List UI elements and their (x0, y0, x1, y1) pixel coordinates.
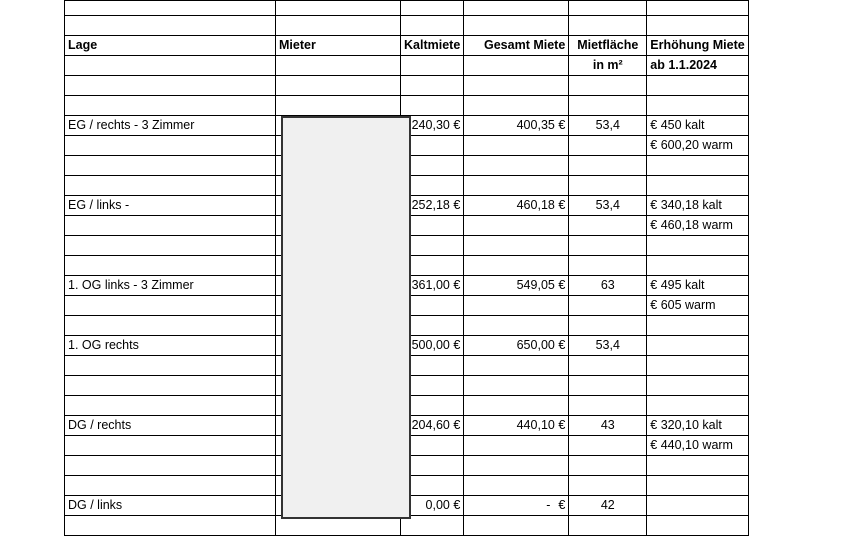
cell[interactable] (65, 136, 276, 156)
cell-gesamt[interactable]: 650,00 € (464, 336, 569, 356)
cell[interactable] (401, 76, 464, 96)
cell-erhoehung-kalt[interactable]: € 495 kalt (647, 276, 748, 296)
header-flaeche-unit[interactable]: in m² (569, 56, 647, 76)
cell[interactable] (65, 456, 276, 476)
cell[interactable] (569, 96, 647, 116)
cell[interactable] (65, 96, 276, 116)
cell[interactable] (569, 176, 647, 196)
cell[interactable] (464, 216, 569, 236)
header-gesamt-miete[interactable]: Gesamt Miete (464, 36, 569, 56)
cell[interactable] (569, 16, 647, 36)
cell[interactable] (65, 376, 276, 396)
cell-lage[interactable]: DG / links (65, 496, 276, 516)
cell[interactable] (276, 76, 401, 96)
cell[interactable] (464, 56, 569, 76)
cell[interactable] (647, 16, 748, 36)
header-row-2 (65, 56, 749, 76)
cell-lage[interactable]: 1. OG links - 3 Zimmer (65, 276, 276, 296)
cell[interactable] (464, 456, 569, 476)
cell[interactable] (569, 356, 647, 376)
cell[interactable] (276, 16, 401, 36)
cell[interactable] (647, 476, 748, 496)
cell[interactable] (569, 256, 647, 276)
cell[interactable] (65, 476, 276, 496)
table-row (65, 1, 749, 16)
cell[interactable] (65, 396, 276, 416)
cell[interactable] (464, 396, 569, 416)
cell-kaltmiete[interactable]: 252,18 € (401, 196, 464, 216)
cell[interactable] (569, 296, 647, 316)
cell[interactable] (464, 16, 569, 36)
cell[interactable] (647, 76, 748, 96)
cell[interactable] (569, 456, 647, 476)
cell[interactable] (464, 476, 569, 496)
cell[interactable] (464, 156, 569, 176)
gesamt-euro: € (558, 498, 566, 512)
cell[interactable] (569, 516, 647, 536)
table-row (65, 16, 749, 36)
cell[interactable] (647, 236, 748, 256)
cell-erhoehung-warm[interactable]: € 600,20 warm (647, 136, 748, 156)
cell[interactable] (65, 356, 276, 376)
table-row (65, 76, 749, 96)
cell[interactable] (647, 156, 748, 176)
cell[interactable] (65, 436, 276, 456)
cell[interactable] (569, 376, 647, 396)
cell-lage[interactable]: EG / links - (65, 196, 276, 216)
cell-lage[interactable]: 1. OG rechts (65, 336, 276, 356)
cell[interactable] (401, 96, 464, 116)
cell-lage[interactable]: DG / rechts (65, 416, 276, 436)
cell[interactable] (65, 296, 276, 316)
cell-erhoehung-warm[interactable]: € 460,18 warm (647, 216, 748, 236)
cell[interactable] (464, 296, 569, 316)
cell[interactable] (65, 76, 276, 96)
cell[interactable] (647, 316, 748, 336)
cell[interactable] (401, 1, 464, 16)
header-erhoehung-date[interactable]: ab 1.1.2024 (647, 56, 748, 76)
cell[interactable] (464, 236, 569, 256)
cell[interactable] (464, 356, 569, 376)
header-row (65, 36, 749, 56)
cell[interactable] (464, 376, 569, 396)
header-kaltmiete[interactable]: Kaltmiete (401, 36, 464, 56)
cell-gesamt[interactable]: 400,35 € (464, 116, 569, 136)
header-lage[interactable]: Lage (65, 36, 276, 56)
cell[interactable] (65, 156, 276, 176)
cell[interactable] (65, 16, 276, 36)
cell[interactable] (647, 496, 748, 516)
gesamt-dash: - (546, 498, 551, 512)
cell[interactable] (65, 256, 276, 276)
cell[interactable] (569, 216, 647, 236)
cell-flaeche[interactable]: 42 (569, 496, 647, 516)
cell[interactable] (569, 396, 647, 416)
cell[interactable] (401, 16, 464, 36)
cell[interactable] (569, 236, 647, 256)
cell[interactable] (276, 96, 401, 116)
cell-erhoehung-warm[interactable]: € 440,10 warm (647, 436, 748, 456)
cell[interactable] (464, 76, 569, 96)
cell-gesamt[interactable]: 440,10 € (464, 416, 569, 436)
cell[interactable] (464, 96, 569, 116)
cell[interactable] (464, 1, 569, 16)
cell[interactable] (65, 236, 276, 256)
cell[interactable] (464, 516, 569, 536)
cell[interactable] (65, 56, 276, 76)
cell[interactable] (464, 256, 569, 276)
header-mieter[interactable]: Mieter (276, 36, 401, 56)
cell-gesamt[interactable]: 549,05 € (464, 276, 569, 296)
cell-kaltmiete[interactable]: 240,30 € (401, 116, 464, 136)
cell[interactable] (276, 1, 401, 16)
cell[interactable] (647, 376, 748, 396)
cell[interactable] (65, 1, 276, 16)
cell[interactable] (647, 336, 748, 356)
cell[interactable] (647, 516, 748, 536)
cell[interactable] (647, 356, 748, 376)
cell-kaltmiete[interactable]: 204,60 € (401, 416, 464, 436)
header-mietflaeche[interactable]: Mietfläche (569, 36, 647, 56)
cell-kaltmiete[interactable]: 0,00 € (401, 496, 464, 516)
cell[interactable] (647, 456, 748, 476)
cell[interactable] (464, 176, 569, 196)
cell[interactable] (464, 436, 569, 456)
cell-flaeche[interactable]: 53,4 (569, 336, 647, 356)
cell[interactable] (464, 136, 569, 156)
cell[interactable] (569, 476, 647, 496)
cell[interactable] (65, 516, 276, 536)
cell-flaeche[interactable]: 53,4 (569, 196, 647, 216)
cell[interactable] (65, 316, 276, 336)
table-row (65, 96, 749, 116)
cell[interactable] (569, 436, 647, 456)
cell[interactable] (647, 1, 748, 16)
cell[interactable] (569, 316, 647, 336)
cell[interactable] (569, 136, 647, 156)
cell-flaeche[interactable]: 53,4 (569, 116, 647, 136)
cell[interactable] (647, 256, 748, 276)
cell[interactable] (569, 1, 647, 16)
cell[interactable] (569, 156, 647, 176)
cell[interactable] (647, 396, 748, 416)
header-erhoehung[interactable]: Erhöhung Miete (647, 36, 748, 56)
cell[interactable] (569, 76, 647, 96)
redacted-tenant-names (281, 116, 411, 519)
cell[interactable] (647, 96, 748, 116)
cell[interactable] (647, 176, 748, 196)
cell-flaeche[interactable]: 43 (569, 416, 647, 436)
cell[interactable] (65, 216, 276, 236)
cell-erhoehung-kalt[interactable]: € 450 kalt (647, 116, 748, 136)
cell-gesamt[interactable] (464, 496, 569, 516)
cell-kaltmiete[interactable]: 500,00 € (401, 336, 464, 356)
cell[interactable] (464, 316, 569, 336)
cell-lage[interactable]: EG / rechts - 3 Zimmer (65, 116, 276, 136)
cell-flaeche[interactable]: 63 (569, 276, 647, 296)
cell[interactable] (276, 56, 401, 76)
cell-erhoehung-kalt[interactable]: € 320,10 kalt (647, 416, 748, 436)
cell-kaltmiete[interactable]: 361,00 € (401, 276, 464, 296)
cell[interactable] (401, 56, 464, 76)
cell-erhoehung-warm[interactable]: € 605 warm (647, 296, 748, 316)
cell[interactable] (65, 176, 276, 196)
cell-gesamt[interactable]: 460,18 € (464, 196, 569, 216)
cell-erhoehung-kalt[interactable]: € 340,18 kalt (647, 196, 748, 216)
